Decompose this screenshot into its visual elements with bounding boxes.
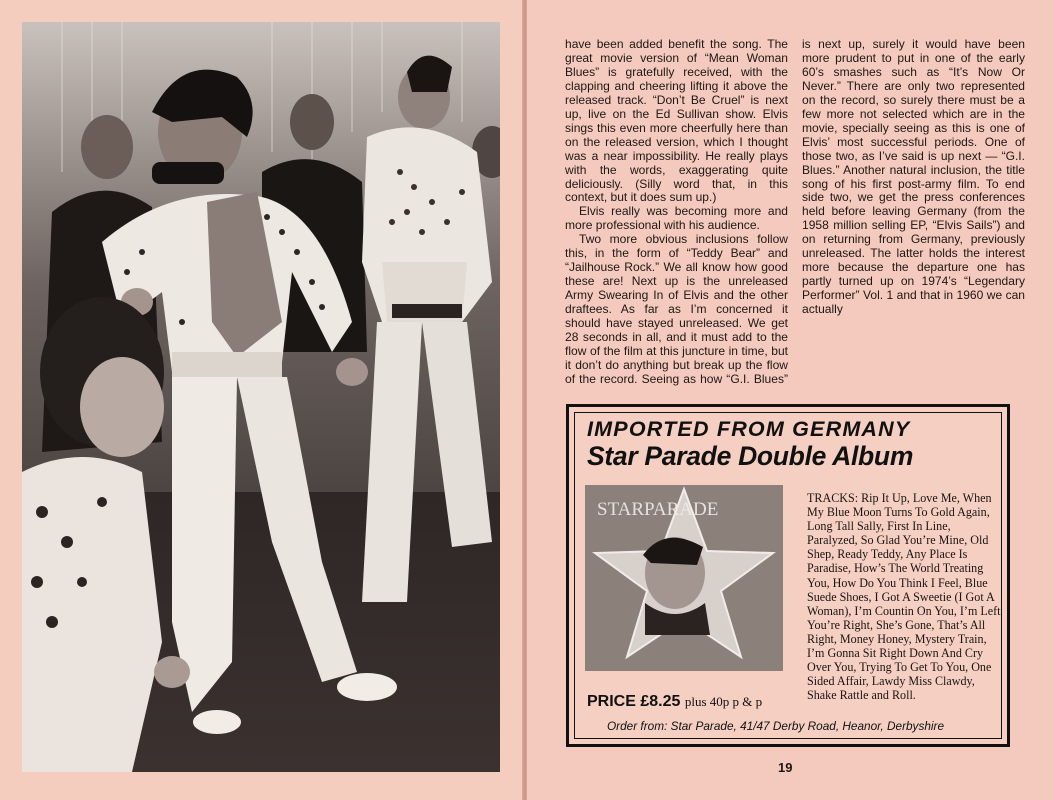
order-address: Order from: Star Parade, 41/47 Derby Road, Heanor, Derbyshire [607, 719, 945, 733]
price-label: PRICE £8.25 [587, 693, 681, 710]
tracks-label: TRACKS: [807, 491, 859, 505]
price-line [587, 693, 762, 711]
album-cover-image [585, 485, 783, 671]
photo-illustration [22, 22, 500, 772]
article-text [565, 38, 1025, 396]
ad-title: Star Parade Double Album [587, 441, 914, 471]
article-paragraph: Elvis really was becoming more and more professional with his audience. [565, 204, 788, 233]
article-paragraph: Two more obvious inclusions follow this, in the form of “Teddy Bear” and “Jailhouse Rock.” We all know how good these are! Next up is the unreleased Army Swearing In of Elvis and the other draftees. As far as I’m concerned it should have stayed unreleased. We get 28 seconds in all, and it must add to the flow of the film at this juncture in time, but it don’t do anything but break up the flow of the record. Seeing as how “G.I. Blues” is next up, surely it would have been more prudent to put in one of the early 60’s smashes such as “It’s Now Or Never.” There are only two represented on the record, so surely there must be a few more not selected which are in the movie, specially seeing as this is one of Elvis’ most successful periods. One of those two, as I’ve said is up next — “G.I. Blues.” Another natural inclusion, the title song of his first post-army film. To end side two, we get the press conferences held before leaving Germany (from the 1958 million selling EP, “Elvis Sails”) and on returning from Germany, previously unreleased. The latter holds the interest more because the departure one has partly turned up on 1974’s “Legendary Performer” Vol. 1 and that in 1960 we can actually [565, 37, 1025, 386]
ad-headline: IMPORTED FROM GERMANY [587, 417, 911, 441]
left-page [0, 0, 525, 800]
album-advertisement [566, 404, 1010, 747]
page-number: 19 [778, 760, 793, 775]
cover-logo-text: STARPARADE [597, 499, 719, 520]
article-paragraph: have been added benefit the song. The great movie version of “Mean Woman Blues” is gratefully received, with the clapping and cheering lifting it above the released track. “Don’t Be Cruel” is next up, live on the Ed Sullivan show. Elvis sings this even more cheerfully here than on the released version, which I thought was a near impossibility. He really plays with the words, exaggerating quite deliciously. (Silly word that, in this context, but it does sum up.) [565, 37, 788, 205]
tracks-text: Rip It Up, Love Me, When My Blue Moon Turns To Gold Again, Long Tall Sally, First In Line, Paralyzed, So Glad You’re Mine, Old Shep, Ready Teddy, Any Place Is Paradise, How’s The World Treating You, How Do You Think I Feel, Blue Suede Shoes, I Got A Sweetie (I Got A Woman), I’m Countin On You, I’m Left You’re Right, She’s Gone, That’s All Right, Money Honey, Mystery Train, I’m Gonna Sit Right Down And Cry Over You, Trying To Get To You, One Sided Affair, Lawdy Miss Clawdy, Shake Rattle and Roll. [807, 491, 1001, 703]
album-cover-art [585, 485, 783, 671]
postage-text: plus 40p p & p [684, 694, 763, 709]
dancing-elvis-impersonators-photo [22, 22, 500, 772]
track-list [807, 491, 1003, 702]
